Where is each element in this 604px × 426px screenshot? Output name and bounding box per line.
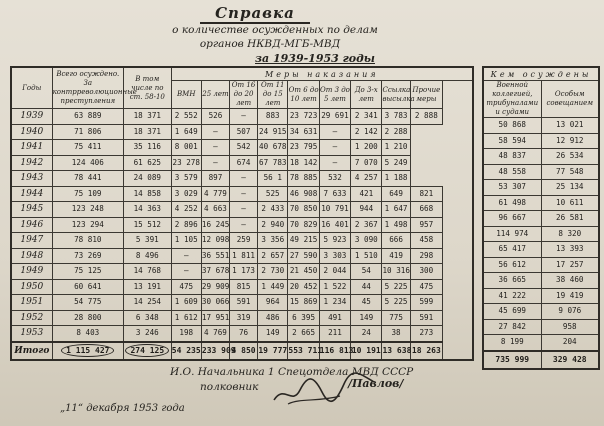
data-cell: 17 257 [541,257,599,273]
total-cell: 10 191 [351,342,382,360]
data-cell: 123 248 [52,202,123,218]
total-cell: 13 638 [382,342,410,360]
data-cell: 2 288 [382,124,410,140]
data-cell: 36 551 [201,248,229,264]
col-header-punishment-3: От 11 до 15 лет [258,81,288,109]
data-cell: 38 [382,326,410,342]
table-row [11,233,473,249]
table-row [483,288,599,304]
data-cell: 48 558 [483,164,541,180]
data-cell: 6 395 [288,310,319,326]
data-cell: – [201,124,229,140]
data-cell: – [230,217,258,233]
data-cell: 3 303 [319,248,350,264]
data-cell: 10 316 [382,264,410,280]
data-cell: 24 915 [258,124,288,140]
data-cell: 1 188 [382,171,410,187]
data-cell: 958 [541,319,599,335]
data-cell: 78 885 [288,171,319,187]
data-cell: 957 [410,217,442,233]
table-row [11,186,473,202]
table-row [11,310,473,326]
total-cell: 19 777 [258,342,288,360]
data-cell: 525 [258,186,288,202]
data-cell: 38 460 [541,273,599,289]
data-cell: 4 779 [201,186,229,202]
data-cell: 4 252 [171,202,201,218]
data-cell: 9 076 [541,304,599,320]
data-cell: 1 173 [230,264,258,280]
year-cell: 1946 [11,217,52,233]
group-header-punishment: Меры наказания [171,67,473,81]
data-cell: 591 [230,295,258,311]
total-cell [124,342,172,360]
data-cell: 1 105 [171,233,201,249]
data-cell: 24 [351,326,382,342]
data-cell: 1 210 [382,140,410,156]
data-cell: 20 452 [288,279,319,295]
col-header-punishment-4: От 6 до 10 лет [288,81,319,109]
data-cell: 1 510 [351,248,382,264]
table-row [11,248,473,264]
convictions-table [10,66,474,361]
total-cell: 116 813 [319,342,350,360]
data-cell: 149 [258,326,288,342]
data-cell: 3 246 [124,326,172,342]
data-cell: 14 768 [124,264,172,280]
data-cell: 3 029 [171,186,201,202]
data-cell: 944 [351,202,382,218]
data-cell: 45 699 [483,304,541,320]
data-cell: 2 940 [258,217,288,233]
data-cell: 3 090 [351,233,382,249]
year-cell: 1943 [11,171,52,187]
data-cell: 486 [258,310,288,326]
data-cell: 897 [201,171,229,187]
data-cell: 1 811 [230,248,258,264]
data-cell: 54 [351,264,382,280]
total-cell: 54 235 [171,342,201,360]
data-cell: 491 [319,310,350,326]
group-header-convicted-by: Кем осуждены [483,67,599,81]
col-header-counterrev: В том числе по ст. 58-10 [124,67,172,109]
data-cell: 27 590 [288,248,319,264]
data-cell: 1 200 [351,140,382,156]
table-row [483,118,599,134]
data-cell: 419 [382,248,410,264]
year-cell: 1951 [11,295,52,311]
signature-rank: полковник [200,381,259,393]
data-cell: 7 633 [319,186,350,202]
total-cell: 329 428 [541,351,599,369]
data-cell: 65 417 [483,242,541,258]
data-cell: 53 307 [483,180,541,196]
data-cell: 48 837 [483,149,541,165]
data-cell: 78 810 [52,233,123,249]
data-cell: 10 611 [541,195,599,211]
data-cell: 300 [410,264,442,280]
data-cell: 2 367 [351,217,382,233]
signatory-name: /Павлов/ [348,377,404,390]
year-cell: 1947 [11,233,52,249]
data-cell: 1 449 [258,279,288,295]
data-cell: 8 199 [483,335,541,351]
data-cell: 4 257 [351,171,382,187]
data-cell: 964 [258,295,288,311]
data-cell: 674 [230,155,258,171]
data-cell: 13 021 [541,118,599,134]
data-cell: 3 783 [382,109,410,125]
data-cell: 204 [541,335,599,351]
data-cell: 319 [230,310,258,326]
data-cell: 5 225 [382,279,410,295]
data-cell: 591 [410,310,442,326]
data-cell: 1 498 [382,217,410,233]
year-cell: 1949 [11,264,52,280]
col-header-punishment-5: От 3 до 5 лет [319,81,350,109]
data-cell: 5 391 [124,233,172,249]
data-cell: 666 [382,233,410,249]
data-cell: 12 098 [201,233,229,249]
data-cell: 18 371 [124,124,172,140]
total-cell: 233 909 [201,342,229,360]
table-row [11,171,473,187]
total-cell: 553 711 [288,342,319,360]
data-cell: 23 723 [288,109,319,125]
data-cell: 3 579 [171,171,201,187]
data-cell: 8 403 [52,326,123,342]
data-cell: – [319,155,350,171]
table-row [483,149,599,165]
data-cell: 75 411 [52,140,123,156]
data-cell: 14 254 [124,295,172,311]
document-period: за 1939-1953 годы [255,52,375,65]
table-row [483,273,599,289]
year-cell: 1944 [11,186,52,202]
data-cell: – [230,171,258,187]
table-row [11,155,473,171]
total-cell [52,342,123,360]
data-cell: 4 769 [201,326,229,342]
data-cell: 211 [319,326,350,342]
data-cell: – [230,109,258,125]
total-cell: 18 263 [410,342,442,360]
data-cell: 821 [410,186,442,202]
data-cell: 2 896 [171,217,201,233]
data-cell: 45 [351,295,382,311]
data-cell: – [201,155,229,171]
data-cell: 18 142 [288,155,319,171]
total-label: Итого [11,342,52,360]
data-cell: 29 691 [319,109,350,125]
table-row [483,319,599,335]
col-header-years: Годы [11,67,52,109]
data-cell: 668 [410,202,442,218]
table-row [11,109,473,125]
col-header-punishment-6: До 3-х лет [351,81,382,109]
table-row [11,124,473,140]
data-cell: 46 908 [288,186,319,202]
year-cell: 1942 [11,155,52,171]
data-cell: 49 215 [288,233,319,249]
data-cell: 5 225 [382,295,410,311]
data-cell: 75 109 [52,186,123,202]
table-row [11,295,473,311]
data-cell: 26 581 [541,211,599,227]
data-cell: 14 858 [124,186,172,202]
total-5810-circled-value: 274 125 [125,344,169,357]
data-cell: 76 [230,326,258,342]
data-cell: 259 [230,233,258,249]
data-cell: 75 125 [52,264,123,280]
data-cell: – [230,202,258,218]
signature-title: И.О. Начальника 1 Спецотдела МВД СССР [170,366,414,378]
data-cell: 1 234 [319,295,350,311]
table-row [11,202,473,218]
year-cell: 1945 [11,202,52,218]
year-cell: 1940 [11,124,52,140]
data-cell: – [171,248,201,264]
data-cell: 815 [230,279,258,295]
col-header-punishment-2: От 16 до 20 лет [230,81,258,109]
data-cell: 23 278 [171,155,201,171]
data-cell: 2 888 [410,109,442,125]
data-cell: – [319,140,350,156]
data-cell: 71 806 [52,124,123,140]
table-row [483,226,599,242]
data-cell: 2 142 [351,124,382,140]
data-cell: 23 795 [288,140,319,156]
data-cell: 273 [410,326,442,342]
total-cell: 735 999 [483,351,541,369]
data-cell: 2 341 [351,109,382,125]
data-cell: 63 889 [52,109,123,125]
data-cell: 1 609 [171,295,201,311]
table-row [483,304,599,320]
data-cell: 114 974 [483,226,541,242]
data-cell: 2 730 [258,264,288,280]
data-cell: 2 665 [288,326,319,342]
data-cell: 149 [351,310,382,326]
data-cell: 70 829 [288,217,319,233]
data-cell: 28 800 [52,310,123,326]
data-cell: 78 441 [52,171,123,187]
data-cell: 77 548 [541,164,599,180]
data-cell: 2 433 [258,202,288,218]
data-cell: 18 371 [124,109,172,125]
col-header-punishment-1: 25 лет [201,81,229,109]
data-cell: 2 552 [171,109,201,125]
data-cell: 8 320 [541,226,599,242]
data-cell: 36 665 [483,273,541,289]
data-cell: 61 498 [483,195,541,211]
data-cell: 34 631 [288,124,319,140]
table-row [483,242,599,258]
year-cell: 1948 [11,248,52,264]
data-cell: 1 649 [171,124,201,140]
data-cell: 56 612 [483,257,541,273]
data-cell: 50 868 [483,118,541,134]
table-row [11,279,473,295]
data-cell: – [201,140,229,156]
data-cell: 8 496 [124,248,172,264]
data-cell: 5 249 [382,155,410,171]
col-header-punishment-0: ВМН [171,81,201,109]
data-cell: 8 001 [171,140,201,156]
data-cell: 40 678 [258,140,288,156]
data-cell: 775 [382,310,410,326]
total-circled-value: 1 115 427 [61,344,114,357]
data-cell: 67 783 [258,155,288,171]
data-cell: 21 450 [288,264,319,280]
year-cell: 1952 [11,310,52,326]
col-header-punishment-8: Прочие меры [410,81,442,109]
data-cell: 41 222 [483,288,541,304]
data-cell: 198 [171,326,201,342]
table-row [483,257,599,273]
year-cell: 1953 [11,326,52,342]
data-cell: 17 951 [201,310,229,326]
data-cell: 3 356 [258,233,288,249]
data-cell: 35 116 [124,140,172,156]
table-row [11,264,473,280]
data-cell: 25 134 [541,180,599,196]
table-row [11,326,473,342]
col-header-punishment-7: Ссылка высылка [382,81,410,109]
col-header-military-tribunals: Военной коллегией, трибуналами и судами [483,81,541,118]
document-date: „11“ декабря 1953 года [60,403,185,414]
year-cell: 1950 [11,279,52,295]
table-row [483,180,599,196]
table-row [11,217,473,233]
table-row-total [11,342,473,360]
data-cell: 19 419 [541,288,599,304]
data-cell: 58 594 [483,133,541,149]
data-cell: 7 070 [351,155,382,171]
data-cell: 12 912 [541,133,599,149]
col-header-special-council: Особым совещанием [541,81,599,118]
data-cell: 30 066 [201,295,229,311]
year-cell: 1941 [11,140,52,156]
data-cell: 37 678 [201,264,229,280]
data-cell: 27 842 [483,319,541,335]
data-cell: 60 641 [52,279,123,295]
data-cell: 13 393 [541,242,599,258]
data-cell: 16 401 [319,217,350,233]
table-row [483,335,599,351]
data-cell: – [230,186,258,202]
document-subtitle-line2: органов НКВД-МГБ-МВД [199,38,341,50]
data-cell: 649 [382,186,410,202]
data-cell: 15 869 [288,295,319,311]
data-cell: 5 923 [319,233,350,249]
data-cell: 14 363 [124,202,172,218]
data-cell: 96 667 [483,211,541,227]
data-cell: 2 657 [258,248,288,264]
data-cell: 70 850 [288,202,319,218]
convicting-bodies-table [482,66,600,370]
data-cell: 56 1 [258,171,288,187]
data-cell: 1 612 [171,310,201,326]
data-cell: 1 522 [319,279,350,295]
data-cell: – [171,264,201,280]
data-cell: 29 909 [201,279,229,295]
data-cell: 2 044 [319,264,350,280]
data-cell: 507 [230,124,258,140]
data-cell: 532 [319,171,350,187]
data-cell: 599 [410,295,442,311]
table-row [483,133,599,149]
table-row-total [483,351,599,369]
col-header-total: Всего осуждено. За контрреволюционные преступления [52,67,123,109]
data-cell: – [319,124,350,140]
data-cell: 44 [351,279,382,295]
data-cell: 26 534 [541,149,599,165]
data-cell: 1 647 [382,202,410,218]
data-cell: 73 269 [52,248,123,264]
data-cell: 123 294 [52,217,123,233]
data-cell: 13 191 [124,279,172,295]
data-cell: 475 [410,279,442,295]
data-cell: 298 [410,248,442,264]
data-cell: 10 791 [319,202,350,218]
table-row [11,140,473,156]
document-title: Справка [200,4,310,24]
data-cell: 421 [351,186,382,202]
data-cell: 883 [258,109,288,125]
data-cell: 61 625 [124,155,172,171]
data-cell: 54 775 [52,295,123,311]
data-cell: 475 [171,279,201,295]
data-cell: 16 245 [201,217,229,233]
year-cell: 1939 [11,109,52,125]
table-row [483,195,599,211]
data-cell: 124 406 [52,155,123,171]
data-cell: 458 [410,233,442,249]
total-cell: 4 850 [230,342,258,360]
table-row [483,164,599,180]
data-cell: 15 512 [124,217,172,233]
table-row [483,211,599,227]
data-cell: 526 [201,109,229,125]
data-cell: 4 663 [201,202,229,218]
document-subtitle-line1: о количестве осужденных по делам [172,24,378,36]
data-cell: 6 348 [124,310,172,326]
data-cell: 542 [230,140,258,156]
data-cell: 24 089 [124,171,172,187]
